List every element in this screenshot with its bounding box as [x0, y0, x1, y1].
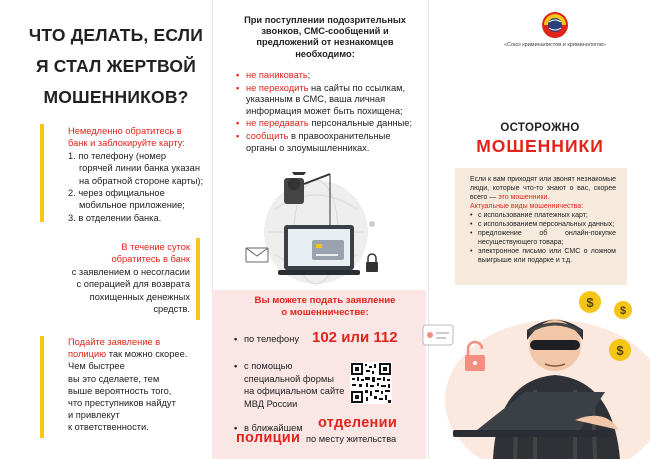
thief-illustration [405, 280, 650, 459]
apply-heading: Вы можете подать заявление о мошенничестве: [254, 295, 396, 318]
list-item: • сообщить в правоохранительные органы о злоумышленниках. [234, 131, 419, 154]
police-word-2: полиции [236, 430, 301, 446]
union-logo [540, 10, 570, 40]
warning-title-line2: МОШЕННИКИ [476, 136, 604, 156]
warning-title-line1: ОСТОРОЖНО [500, 122, 580, 134]
bank-block: Немедленно обратитесь в банк и заблокируйте карту: 1. по телефону (номер горячей линии банка указан на обратной стороне карты); 2. через официальное мобильное приложение; 3. в отделении банка. [68, 126, 204, 223]
list-item: • с использование платежных карт; [470, 212, 616, 221]
svg-text:$: $ [586, 295, 594, 310]
phone-numbers: 102 или 112 [312, 329, 398, 346]
list-item: • электронное письмо или СМС о ложном выигрыше или подарке и т.д. [470, 248, 616, 266]
option-police-station: • в ближайшем [234, 423, 303, 433]
hacker-laptop-illustration [244, 170, 394, 288]
list-item: • не паниковать; [234, 70, 419, 82]
list-item: • предложение об онлайн-покупке несуществующего товара; [470, 230, 616, 248]
list-item: • с использованием персональных данных; [470, 221, 616, 230]
refund-block: В течение суток обратитесь в банк с заявлением о несогласии с операцией для возврата похищенных денежных средств. [71, 242, 190, 315]
police-word-1: отделении [318, 415, 398, 431]
yellow-accent-bar [40, 124, 44, 222]
svg-text:$: $ [619, 305, 627, 317]
svg-text:$: $ [616, 343, 624, 358]
yellow-accent-bar [196, 238, 200, 320]
fraud-types-list [470, 212, 616, 265]
police-block: Подайте заявление в полицию так можно скорее. Чем быстрее вы это сделаете, тем выше вероятность того, что преступников найдут и привлекут к ответственности. [68, 337, 188, 433]
info-box-text: Если к вам приходят или звонят незнакомые люди, которые что-то знают о вас, скорее всего — это мошенники. Актуальные виды мошенничества: [470, 176, 616, 210]
qr-code [350, 362, 392, 404]
list-item: • не переходить на сайты по ссылкам, указанным в СМС, ваша личная информация может быть похищена; [234, 83, 419, 118]
police-location-text: по месту жительства [306, 434, 397, 444]
panel1-title: ЧТО ДЕЛАТЬ, ЕСЛИ Я СТАЛ ЖЕРТВОЙ МОШЕННИКОВ? [28, 25, 204, 107]
instructions-list [234, 70, 419, 155]
yellow-accent-bar [40, 336, 44, 438]
logo-caption: «Союз криминалистов и криминологов» [504, 42, 606, 48]
option-phone: • по телефону [234, 334, 300, 344]
list-item: • не передавать персональные данные; [234, 118, 419, 130]
instructions-heading: При поступлении подозрительных звонков, СМС-сообщений и предложений от незнакомцев необходимо: [244, 15, 406, 59]
option-website: • с помощью специальной формы на официальном сайте МВД России [234, 361, 345, 409]
